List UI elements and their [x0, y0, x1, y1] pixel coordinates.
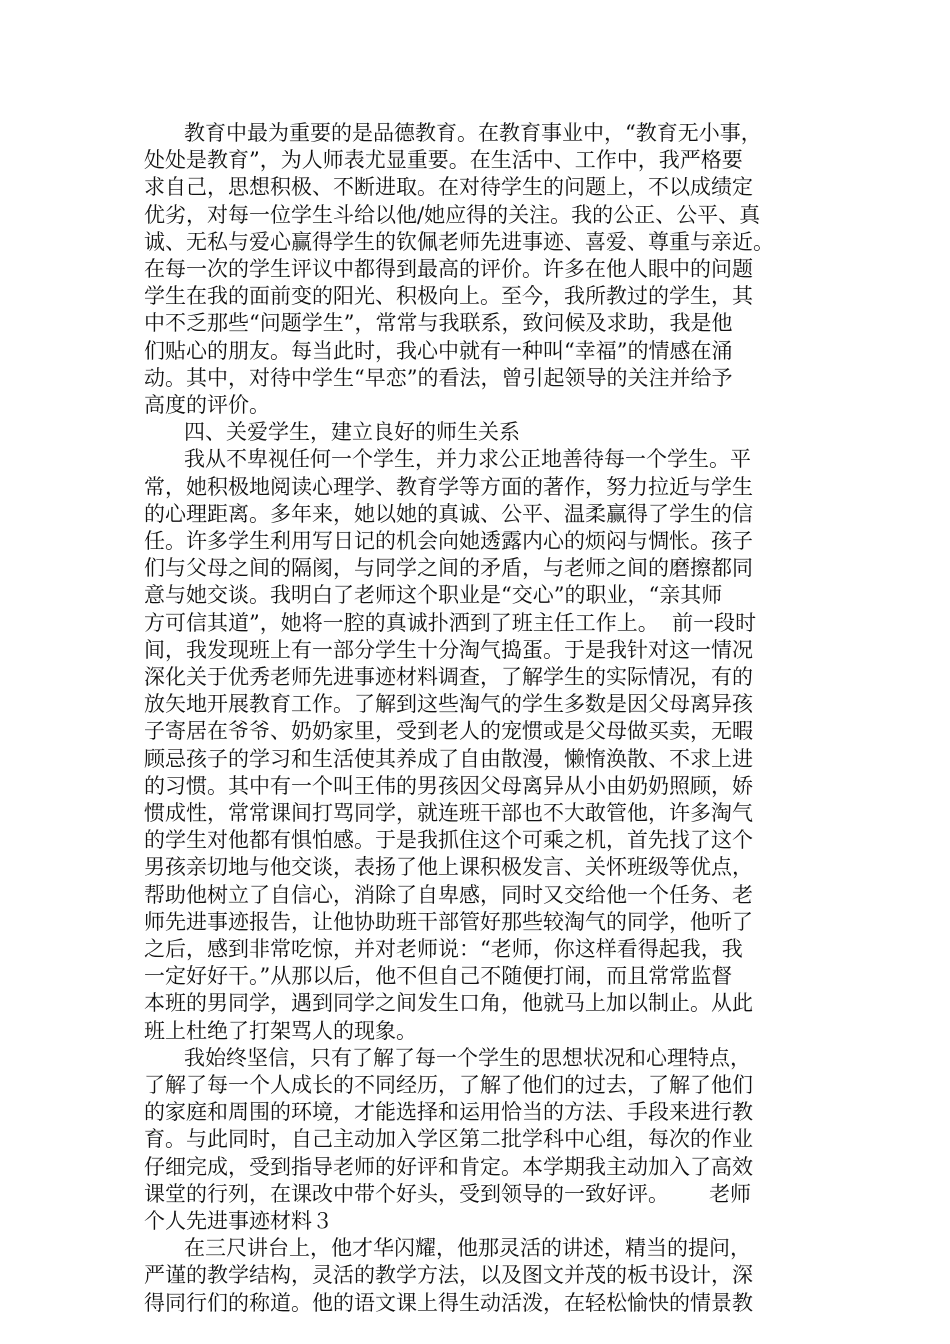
- text-line: 个人先进事迹材料３: [144, 1209, 333, 1233]
- text-line: 诚、无私与爱心赢得学生的钦佩老师先进事迹、喜爱、尊重与亲近。: [144, 229, 774, 254]
- section-heading: 四、关爱学生，建立良好的师生关系: [144, 420, 521, 445]
- text-line: 一定好好干。”从那以后，他不但自己不随便打闹，而且常常监督: [144, 964, 733, 989]
- text-line: 我从不卑视任何一个学生，并力求公正地善待每一个学生。平: [144, 447, 752, 472]
- text-line: 任。许多学生利用写日记的机会向她透露内心的烦闷与惆怅。孩子: [144, 529, 753, 553]
- text-line: 优劣，对每一位学生斗给以他/她应得的关注。我的公正、公平、真: [144, 202, 761, 227]
- text-line: 们贴心的朋友。每当此时，我心中就有一种叫“幸福”的情感在涌: [144, 338, 733, 363]
- text-line: 严谨的教学结构，灵活的教学方法，以及图文并茂的板书设计，深: [144, 1263, 753, 1288]
- text-line: 本班的男同学，遇到同学之间发生口角，他就马上加以制止。从此: [144, 991, 753, 1016]
- text-line: 男孩亲切地与他交谈，表扬了他上课积极发言、关怀班级等优点，: [144, 855, 753, 880]
- text-line: 求自己，思想积极、不断进取。在对待学生的问题上，不以成绩定: [144, 175, 753, 200]
- text-line: 帮助他树立了自信心，消除了自卑感，同时又交给他一个任务、老: [144, 882, 753, 907]
- text-line: 的习惯。其中有一个叫王伟的男孩因父母离异从小由奶奶照顾，娇: [144, 773, 753, 798]
- text-line: 中不乏那些“问题学生”，常常与我联系，致问候及求助，我是他: [144, 311, 733, 336]
- text-line: 了解了每一个人成长的不同经历，了解了他们的过去，了解了他们: [144, 1073, 753, 1097]
- text-line: 动。其中，对待中学生“早恋”的看法，曾引起领导的关注并给予: [144, 365, 733, 390]
- text-line: 惯成性，常常课间打骂同学，就连班干部也不大敢管他，许多淘气: [144, 801, 753, 825]
- text-line: 间，我发现班上有一部分学生十分淘气捣蛋。于是我针对这一情况: [144, 637, 753, 662]
- text-line: 仔细完成，受到指导老师的好评和肯定。本学期我主动加入了高效: [144, 1154, 753, 1179]
- text-line: 师先进事迹报告，让他协助班干部管好那些较淘气的同学，他听了: [144, 909, 753, 934]
- text-line: 学生在我的面前变的阳光、积极向上。至今，我所教过的学生，其: [144, 284, 753, 309]
- text-line: 我始终坚信，只有了解了每一个学生的思想状况和心理特点，: [144, 1045, 752, 1070]
- text-line: 们与父母之间的隔阂，与同学之间的矛盾，与老师之间的磨擦都同: [144, 556, 753, 581]
- text-line: 的家庭和周围的环境，才能选择和运用恰当的方法、手段来进行教: [144, 1100, 753, 1125]
- text-line: 课堂的行列，在课改中带个好头，受到领导的一致好评。 老师: [144, 1181, 752, 1206]
- text-line: 的心理距离。多年来，她以她的真诚、公平、温柔赢得了学生的信: [144, 501, 753, 526]
- text-line: 高度的评价。: [144, 393, 270, 417]
- text-line: 处处是教育”，为人师表尤显重要。在生活中、工作中，我严格要: [144, 148, 743, 173]
- text-line: 意与她交谈。我明白了老师这个职业是“交心”的职业，“亲其师: [144, 583, 723, 608]
- text-line: 在三尺讲台上，他才华闪耀，他那灵活的讲述，精当的提问，: [144, 1236, 752, 1261]
- text-line: 常，她积极地阅读心理学、教育学等方面的著作，努力拉近与学生: [144, 474, 753, 499]
- text-line: 子寄居在爷爷、奶奶家里，受到老人的宠惯或是父母做买卖，无暇: [144, 719, 753, 744]
- text-line: 班上杜绝了打架骂人的现象。: [144, 1018, 417, 1043]
- text-line: 育。与此同时，自己主动加入学区第二批学科中心组，每次的作业: [144, 1127, 753, 1152]
- text-line: 之后，感到非常吃惊，并对老师说：“老师，你这样看得起我，我: [144, 937, 743, 961]
- text-line: 放矢地开展教育工作。了解到这些淘气的学生多数是因父母离异孩: [144, 692, 753, 717]
- text-line: 的学生对他都有惧怕感。于是我抓住这个可乘之机，首先找了这个: [144, 828, 753, 853]
- text-line: 教育中最为重要的是品德教育。在教育事业中，“教育无小事，: [144, 121, 762, 145]
- text-line: 顾忌孩子的学习和生活使其养成了自由散漫，懒惰涣散、不求上进: [144, 746, 753, 771]
- text-line: 方可信其道”，她将一腔的真诚扑洒到了班主任工作上。 前一段时: [144, 610, 757, 635]
- text-line: 深化关于优秀老师先进事迹材料调查，了解学生的实际情况，有的: [144, 665, 753, 689]
- text-line: 在每一次的学生评议中都得到最高的评价。许多在他人眼中的问题: [144, 257, 753, 281]
- text-line: 得同行们的称道。他的语文课上得生动活泼，在轻松愉快的情景教: [144, 1290, 753, 1315]
